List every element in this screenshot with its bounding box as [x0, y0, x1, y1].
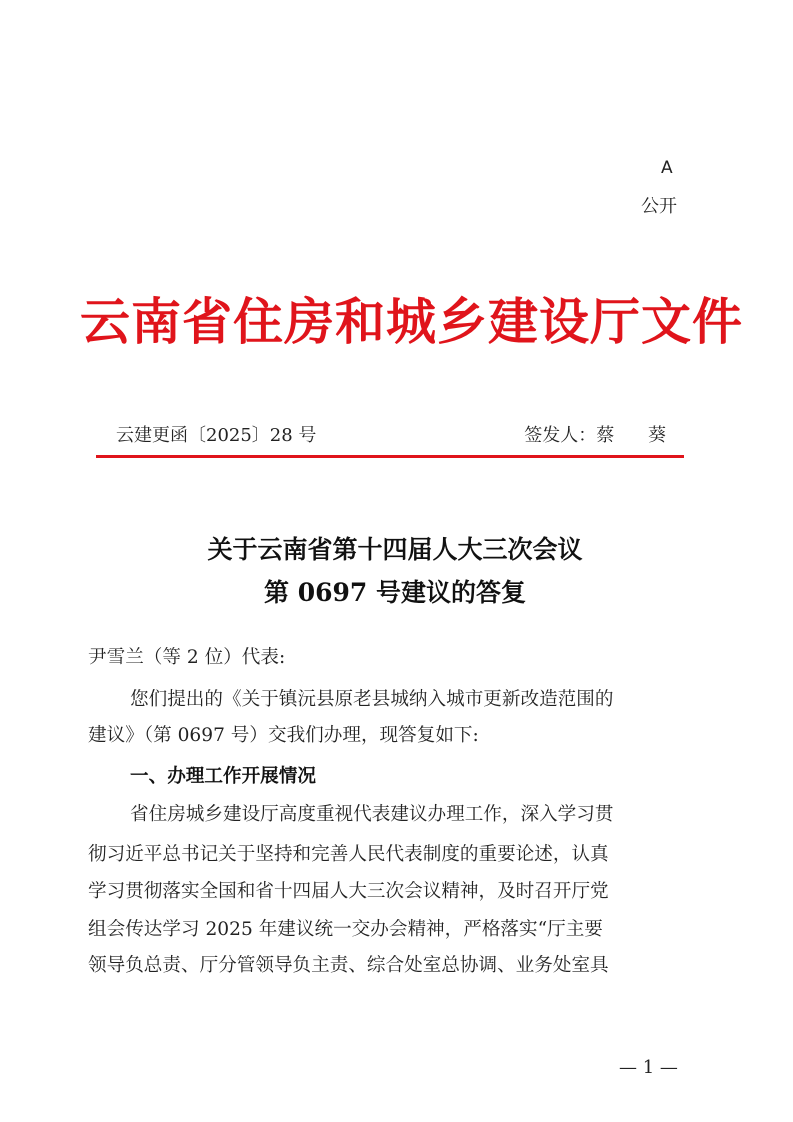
paragraph-1-line-5: 领导负总责、厅分管领导负主责、综合处室总协调、业务处室具: [88, 955, 609, 976]
document-number: 云建更函〔2025〕28 号: [116, 425, 317, 446]
salutation: 尹雪兰（等 2 位）代表:: [88, 647, 286, 668]
classification-mark: A: [661, 158, 673, 178]
paragraph-1-line-3: 学习贯彻落实全国和省十四届人大三次会议精神，及时召开厅党: [88, 881, 609, 902]
paragraph-1-line-1: 省住房城乡建设厅高度重视代表建议办理工作，深入学习贯: [130, 804, 614, 825]
paragraph-1-line-4: 组会传达学习 2025 年建议统一交办会精神，严格落实“厅主要: [88, 919, 603, 940]
signer-label: 签发人：: [524, 425, 597, 446]
document-title-line-1: 关于云南省第十四届人大三次会议: [207, 535, 583, 564]
document-masthead: 云南省住房和城乡建设厅文件: [80, 293, 743, 351]
page-number: — 1 —: [619, 1057, 678, 1078]
paragraph-1-line-2: 彻习近平总书记关于坚持和完善人民代表制度的重要论述，认真: [88, 844, 609, 865]
intro-line-2: 建议》（第 0697 号）交我们办理，现答复如下:: [88, 725, 479, 746]
section-1-heading: 一、办理工作开展情况: [130, 766, 316, 787]
document-title-line-2: 第 0697 号建议的答复: [264, 578, 526, 607]
signer-block: [524, 421, 680, 447]
signer-name: 蔡 葵: [596, 425, 680, 446]
red-separator-line: [96, 455, 684, 458]
disclosure-mark: 公开: [641, 196, 677, 217]
intro-line-1: 您们提出的《关于镇沅县原老县城纳入城市更新改造范围的: [130, 689, 614, 710]
